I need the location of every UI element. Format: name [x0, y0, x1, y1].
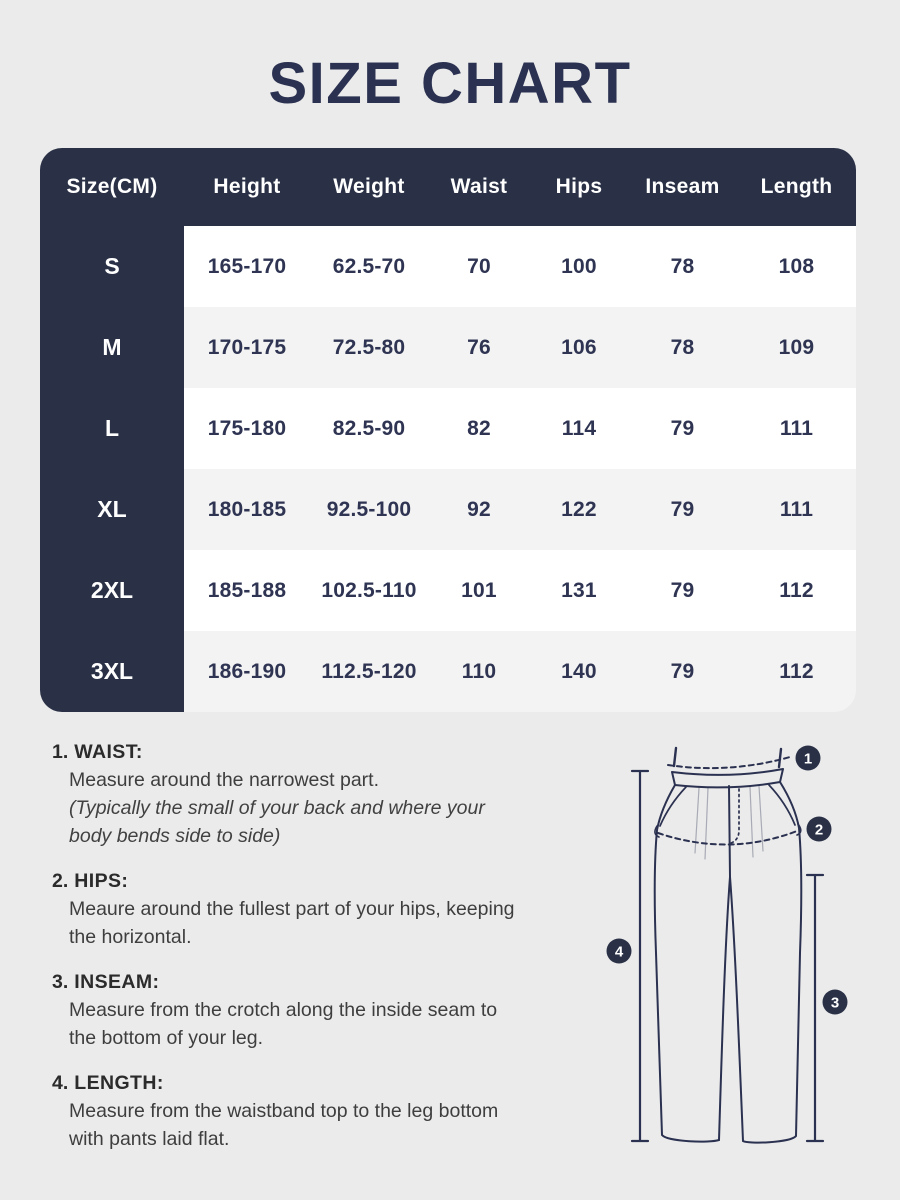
table-cell: 100: [561, 254, 597, 278]
belt-loop-icon: [674, 748, 781, 767]
table-cell: 111: [779, 416, 814, 440]
note-number: 1.: [52, 741, 69, 763]
column-header-weight: Weight: [333, 175, 405, 198]
note-line: the bottom of your leg.: [69, 1027, 264, 1049]
table-cell: 78: [670, 254, 695, 278]
note-heading: [52, 968, 592, 996]
column-header-waist: Waist: [450, 175, 508, 198]
table-cell: 92.5-100: [326, 497, 412, 521]
hip-line-end-hooks: [655, 824, 801, 837]
table-cell: 170-175: [207, 335, 287, 359]
note-number: 3.: [52, 971, 69, 993]
hip-dashed-line: [658, 831, 797, 845]
waist-dashed-line: [668, 757, 790, 768]
table-cell: 82: [467, 416, 491, 440]
table-cell: 101: [461, 578, 497, 602]
note-title: INSEAM:: [74, 971, 160, 993]
note-line: Measure from the waistband top to the leg bottom: [69, 1100, 499, 1122]
waistband-line: [672, 769, 783, 787]
table-cell: 79: [670, 416, 695, 440]
table-cell: 186-190: [207, 659, 287, 683]
note-hips: [52, 867, 592, 951]
pants-outline: [730, 782, 801, 1143]
note-waist: [52, 738, 592, 850]
table-cell: 70: [467, 254, 491, 278]
table-cell: 112: [779, 578, 814, 602]
size-chart-table: [40, 148, 856, 712]
table-header-row: [40, 148, 856, 226]
size-label: 2XL: [40, 550, 184, 631]
callout-4: [607, 939, 632, 964]
note-body: [52, 895, 592, 951]
table-cell: 131: [561, 578, 597, 602]
table-cell: 79: [670, 659, 695, 683]
table-cell: 92: [467, 497, 491, 521]
table-cell: 112: [779, 659, 814, 683]
table-cell: 114: [561, 416, 597, 440]
size-label: L: [40, 388, 184, 469]
note-inseam: [52, 968, 592, 1052]
table-cell: 76: [467, 335, 491, 359]
note-line-italic: (Typically the small of your back and where your: [69, 797, 485, 819]
note-body: [52, 766, 592, 850]
table-cell: 180-185: [207, 497, 287, 521]
column-header-length: Length: [760, 175, 833, 198]
callout-2-number: 2: [814, 821, 824, 839]
measurement-notes: [52, 738, 592, 1170]
table-cell: 62.5-70: [332, 254, 406, 278]
pants-outline: [655, 785, 730, 1142]
fly-seam-line: [729, 786, 730, 877]
table-cell: 106: [561, 335, 597, 359]
length-measure-line: [632, 771, 648, 1141]
table-cell: 110: [461, 659, 497, 683]
note-title: LENGTH:: [74, 1072, 164, 1094]
callout-2: [807, 817, 832, 842]
table-cell: 185-188: [207, 578, 287, 602]
note-length: [52, 1069, 592, 1153]
note-line: with pants laid flat.: [69, 1128, 230, 1150]
size-label: M: [40, 307, 184, 388]
table-row-s: [40, 226, 856, 307]
table-cell: 175-180: [207, 416, 287, 440]
note-heading: [52, 1069, 592, 1097]
note-line: the horizontal.: [69, 926, 192, 948]
callout-3-number: 3: [830, 994, 840, 1012]
note-title: WAIST:: [74, 741, 143, 763]
table-row-m: [40, 307, 856, 388]
table-cell: 78: [670, 335, 695, 359]
note-number: 4.: [52, 1072, 69, 1094]
table-cell: 72.5-80: [332, 335, 406, 359]
table-cell: 122: [561, 497, 597, 521]
note-heading: [52, 738, 592, 766]
size-label: S: [40, 226, 184, 307]
page-title: SIZE CHART: [268, 51, 632, 116]
note-body: [52, 1097, 592, 1153]
table-cell: 111: [779, 497, 814, 521]
table-cell: 102.5-110: [321, 578, 417, 602]
table-cell: 82.5-90: [332, 416, 406, 440]
size-label: XL: [40, 469, 184, 550]
fly-stitch-dotted-line: [731, 789, 739, 843]
note-line: Meaure around the fullest part of your hips, keeping: [69, 898, 515, 920]
table-row-3xl: [40, 631, 856, 712]
callout-1-number: 1: [803, 750, 813, 768]
note-body: [52, 996, 592, 1052]
table-row-l: [40, 388, 856, 469]
note-line-italic: body bends side to side): [69, 825, 281, 847]
note-line: Measure from the crotch along the inside seam to: [69, 999, 498, 1021]
note-title: HIPS:: [74, 870, 129, 892]
table-row-2xl: [40, 550, 856, 631]
pocket-line: [660, 785, 795, 826]
pants-measurement-diagram: [598, 733, 883, 1165]
column-header-size: Size(CM): [66, 175, 158, 198]
note-heading: [52, 867, 592, 895]
table-cell: 109: [778, 335, 815, 359]
inseam-measure-line: [807, 875, 823, 1141]
table-cell: 112.5-120: [321, 659, 417, 683]
callout-1: [796, 746, 821, 771]
column-header-inseam: Inseam: [645, 175, 720, 198]
table-cell: 79: [670, 578, 695, 602]
column-header-hips: Hips: [555, 175, 603, 198]
callout-4-number: 4: [614, 943, 624, 961]
size-label: 3XL: [40, 631, 184, 712]
column-header-height: Height: [213, 175, 281, 198]
table-row-xl: [40, 469, 856, 550]
table-cell: 140: [561, 659, 597, 683]
note-number: 2.: [52, 870, 69, 892]
table-cell: 165-170: [207, 254, 287, 278]
table-cell: 108: [778, 254, 815, 278]
table-cell: 79: [670, 497, 695, 521]
callout-3: [823, 990, 848, 1015]
note-line: Measure around the narrowest part.: [69, 769, 380, 791]
